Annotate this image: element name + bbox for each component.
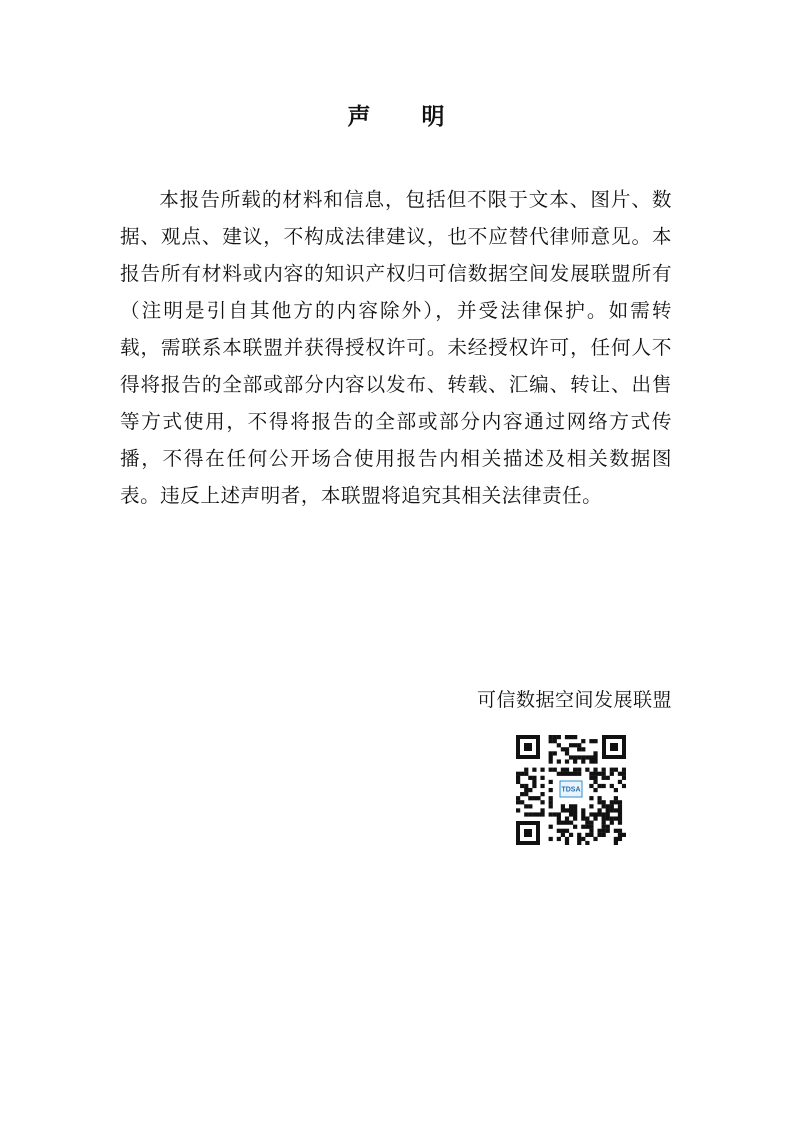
qr-module [540,776,544,780]
qr-module [520,792,524,796]
qr-module [577,841,581,845]
qr-module [565,751,569,755]
qr-module [589,821,593,825]
qr-module [549,825,553,829]
qr-module [606,808,610,812]
qr-module [602,833,606,837]
qr-module [532,776,536,780]
qr-module [561,772,565,776]
qr-module [581,812,585,816]
qr-module [618,816,622,820]
qr-module [602,772,606,776]
qr-module [573,768,577,772]
qr-module [549,759,553,763]
qr-module [610,821,614,825]
qr-module [557,743,561,747]
qr-module [565,821,569,825]
qr-module [589,739,593,743]
qr-module [561,833,565,837]
qr-module [618,772,622,776]
qr-module [553,735,557,739]
qr-module [528,796,532,800]
qr-module [565,747,569,751]
qr-module [569,743,573,747]
qr-module [618,808,622,812]
qr-module [577,772,581,776]
qr-module [589,825,593,829]
qr-module [520,784,524,788]
qr-module [565,816,569,820]
qr-module [540,808,544,812]
qr-module [520,800,524,804]
qr-module [593,772,597,776]
qr-module [581,808,585,812]
qr-module [602,784,606,788]
qr-module [561,821,565,825]
qr-module [585,768,589,772]
qr-module [597,796,601,800]
title-char-1: 声 [347,104,372,130]
qr-module [561,768,565,772]
qr-module [557,735,561,739]
qr-module [618,821,622,825]
qr-module [577,755,581,759]
qr-module [618,833,622,837]
qr-module [549,780,553,784]
qr-module [593,755,597,759]
qr-module [618,829,622,833]
qr-module [569,772,573,776]
qr-module [524,812,528,816]
qr-module [585,755,589,759]
qr-module [597,800,601,804]
qr-module [585,816,589,820]
qr-module [553,739,557,743]
statement-paragraph: 本报告所载的材料和信息，包括但不限于文本、图片、数据、观点、建议，不构成法律建议，也不应替代律师意见。本报告所有材料或内容的知识产权归可信数据空间发展联盟所有（注明是引自其他方的内容除外），并受法律保护。如需转载，需联系本联盟并获得授权许可。未经授权许可，任何人不得将报告的全部或部分内容以发布、转载、汇编、转让、出售等方式使用，不得将报告的全部或部分内容通过网络方式传播，不得在任何公开场合使用报告内相关描述及相关数据图表。违反上述声明者，本联盟将追究其相关法律责任。 [120,188,672,507]
qr-module [561,747,565,751]
qr-module [569,804,573,808]
qr-module [589,755,593,759]
qr-module [540,768,544,772]
qr-module [622,776,626,780]
qr-module [614,829,618,833]
qr-module [524,792,528,796]
page-title [0,98,793,131]
qr-module [618,812,622,816]
qr-module [614,808,618,812]
qr-module [540,792,544,796]
qr-module [622,784,626,788]
qr-module [577,747,581,751]
qr-module [524,788,528,792]
qr-module [569,812,573,816]
qr-module [573,755,577,759]
qr-module [573,759,577,763]
qr-module [602,776,606,780]
qr-module [532,780,536,784]
qr-module [581,816,585,820]
qr-module [602,768,606,772]
qr-module [614,788,618,792]
title-char-2: 明 [421,104,446,130]
qr-module [532,796,536,800]
qr-module [549,812,553,816]
qr-module [557,821,561,825]
qr-module [536,812,540,816]
qr-module [593,816,597,820]
qr-module [540,800,544,804]
qr-module [516,772,520,776]
qr-module [516,796,520,800]
qr-module [524,784,528,788]
qr-module [622,772,626,776]
qr-module [597,833,601,837]
qr-module [577,743,581,747]
qr-module [610,808,614,812]
qr-module [610,784,614,788]
qr-module [581,755,585,759]
qr-module [549,804,553,808]
qr-finder-bottom-left [516,821,540,845]
qr-module [565,841,569,845]
qr-module [528,788,532,792]
qr-module [577,837,581,841]
qr-module [516,776,520,780]
qr-module [540,784,544,788]
qr-module [557,816,561,820]
qr-module [532,784,536,788]
qr-module [593,739,597,743]
qr-module [573,735,577,739]
qr-module [565,772,569,776]
qr-module [581,747,585,751]
qr-module [622,833,626,837]
qr-module [573,804,577,808]
qr-module [561,804,565,808]
qr-module [585,825,589,829]
qr-module [597,812,601,816]
qr-module [585,833,589,837]
qr-module [597,829,601,833]
qr-module [585,821,589,825]
qr-module [557,829,561,833]
qr-finder-top-left [516,735,540,759]
qr-module [606,804,610,808]
signature-organization: 可信数据空间发展联盟 [476,689,672,711]
qr-module [577,768,581,772]
qr-module [610,816,614,820]
qr-module [602,825,606,829]
qr-module [561,829,565,833]
qr-module [528,804,532,808]
qr-module [614,768,618,772]
qr-module [589,833,593,837]
qr-module [602,804,606,808]
qr-module [565,808,569,812]
qr-module [532,812,536,816]
qr-logo-text: TDSA [561,786,581,794]
qr-module [553,751,557,755]
qr-module [589,759,593,763]
qr-module [565,829,569,833]
qr-module [614,796,618,800]
qr-module [520,772,524,776]
qr-module [569,821,573,825]
qr-module [540,812,544,816]
qr-module [549,735,553,739]
qr-module [557,837,561,841]
qr-module [589,776,593,780]
qr-module [573,816,577,820]
qr-module [549,800,553,804]
qr-module [549,788,553,792]
qr-module [614,837,618,841]
qr-module [553,768,557,772]
qr-module [557,759,561,763]
qr-module [614,841,618,845]
qr-module [610,804,614,808]
qr-module [622,768,626,772]
qr-module [589,784,593,788]
qr-module [528,812,532,816]
qr-module [610,772,614,776]
qr-module [569,808,573,812]
qr-module [528,776,532,780]
qr-module [573,812,577,816]
qr-center-logo [558,779,584,799]
qr-module [577,833,581,837]
qr-module [593,780,597,784]
qr-module [618,780,622,784]
qr-module [606,829,610,833]
qr-module [557,772,561,776]
qr-module [581,739,585,743]
qr-module [606,812,610,816]
qr-module [516,780,520,784]
qr-module [569,735,573,739]
qr-module [614,800,618,804]
qr-module [606,816,610,820]
qr-module [589,804,593,808]
qr-module [561,808,565,812]
qr-module [565,837,569,841]
qr-module [589,772,593,776]
qr-module [549,837,553,841]
qr-module [524,804,528,808]
qr-module [610,768,614,772]
qr-module [593,788,597,792]
qr-module [585,841,589,845]
qr-module [602,800,606,804]
qr-module [602,829,606,833]
qr-module [573,772,577,776]
qr-module [618,837,622,841]
qr-module [524,768,528,772]
qr-module [573,743,577,747]
qr-module [606,776,610,780]
qr-module [581,825,585,829]
qr-module [593,768,597,772]
qr-module [593,759,597,763]
qr-module [597,784,601,788]
qr-module [581,837,585,841]
qr-module [573,825,577,829]
qr-module [589,829,593,833]
qr-module [516,800,520,804]
qr-module [549,739,553,743]
qr-module [565,759,569,763]
qr-module [569,755,573,759]
qr-module [549,751,553,755]
qr-code [516,735,626,845]
qr-module [536,796,540,800]
qr-module [557,812,561,816]
qr-module [602,816,606,820]
qr-module [524,772,528,776]
qr-module [589,796,593,800]
qr-module [610,800,614,804]
qr-module [597,808,601,812]
qr-module [618,804,622,808]
qr-module [553,812,557,816]
qr-module [593,837,597,841]
qr-module [532,768,536,772]
qr-module [549,768,553,772]
qr-module [516,808,520,812]
qr-module [593,776,597,780]
qr-module [597,772,601,776]
qr-module [549,796,553,800]
qr-module [606,825,610,829]
qr-module [569,833,573,837]
qr-module [565,735,569,739]
qr-module [602,821,606,825]
qr-module [549,755,553,759]
qr-module [589,812,593,816]
qr-module [593,812,597,816]
qr-module [581,759,585,763]
qr-module [593,751,597,755]
qr-module [614,816,618,820]
qr-module [602,812,606,816]
qr-module [565,768,569,772]
qr-module [618,800,622,804]
qr-module [573,808,577,812]
qr-finder-top-right [602,735,626,759]
